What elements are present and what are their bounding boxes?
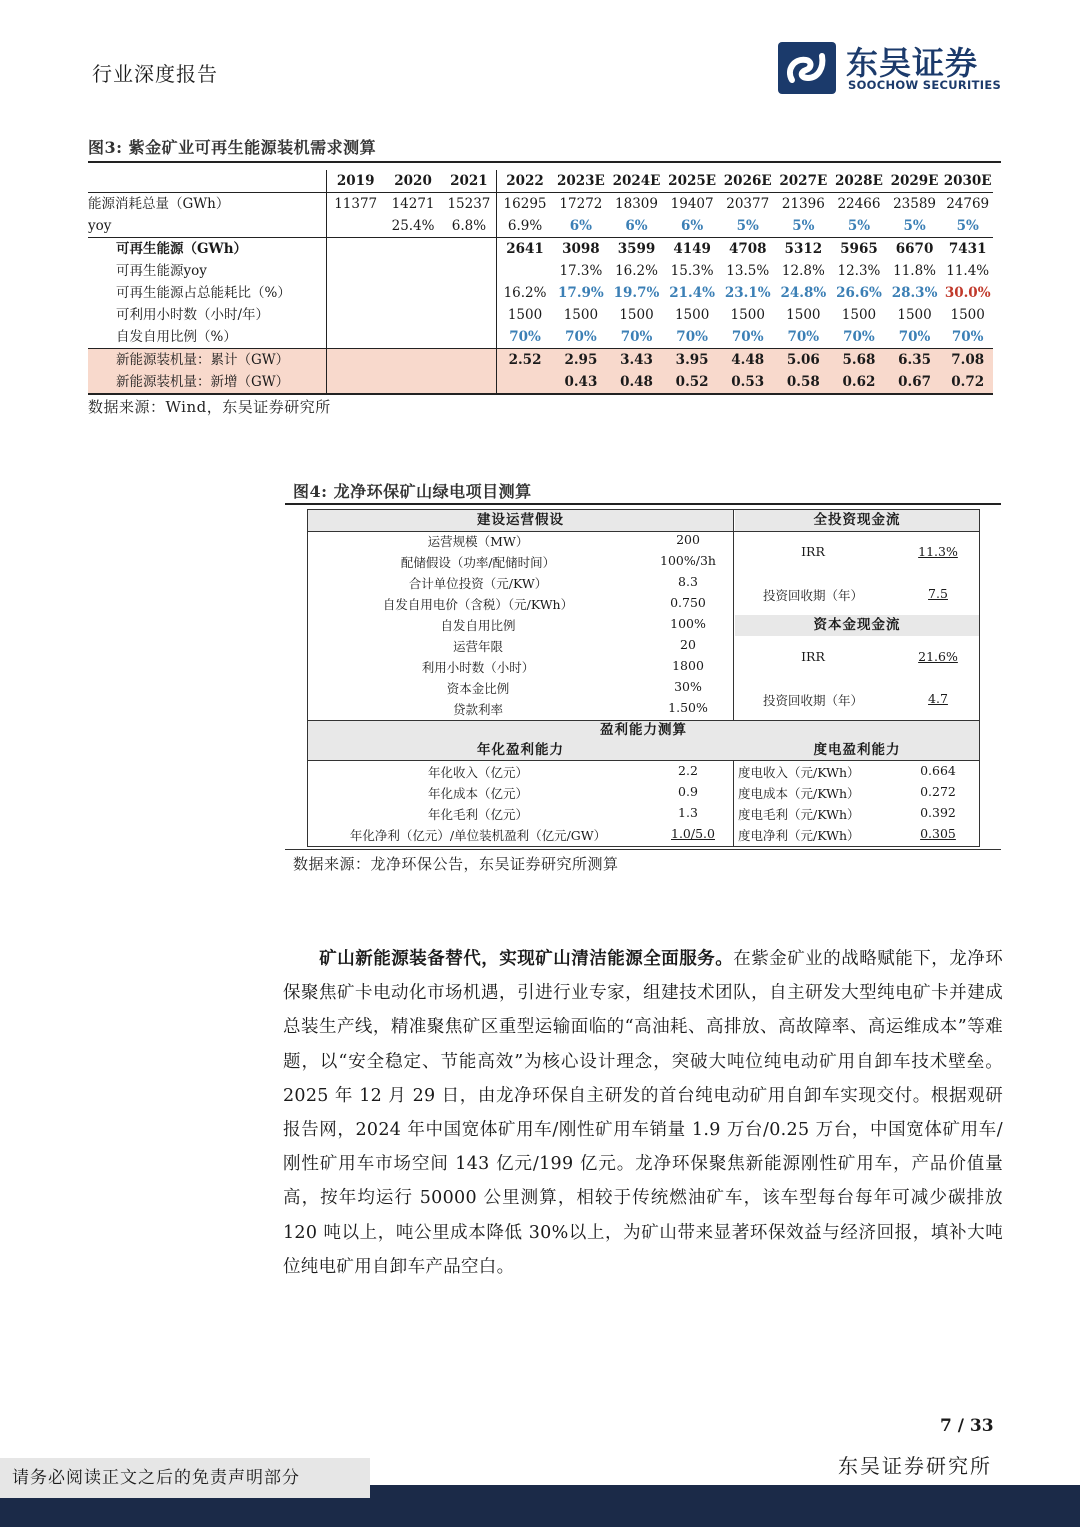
table-cell: 20377	[726, 196, 770, 212]
assumption-label: 运营规模（MW）	[427, 534, 529, 549]
annual-value: 1.3	[678, 805, 698, 820]
table-divider	[308, 760, 979, 761]
table-cell: 6670	[895, 241, 934, 257]
logo-chinese-name: 东吴证券	[846, 44, 979, 82]
table-cell: 6%	[553, 215, 609, 238]
table-cell: 5%	[720, 215, 776, 238]
kwh-label: 度电毛利（元/KWh）	[738, 807, 860, 822]
row-label: 能源消耗总量（GWh）	[88, 193, 327, 216]
figure4-source: 数据来源：龙净环保公告，东吴证券研究所测算	[293, 855, 619, 873]
corner-cell	[88, 170, 327, 193]
table-cell	[384, 349, 442, 372]
assumption-value: 30%	[674, 679, 702, 694]
annual-value: 0.9	[678, 784, 698, 799]
annual-value: 2.2	[678, 763, 698, 778]
table-cell: 3.43	[609, 349, 665, 372]
table-cell	[442, 282, 497, 304]
table-cell: 3599	[617, 241, 656, 257]
table-cell: 23.1%	[724, 285, 771, 301]
table-cell: 5%	[776, 215, 832, 238]
table-cell: 15237	[442, 193, 497, 216]
table-cell	[442, 238, 497, 261]
assumption-value: 100%	[670, 616, 706, 631]
table-cell: 5.68	[831, 349, 887, 372]
figure3-table	[88, 170, 993, 395]
table-row	[88, 326, 993, 349]
equity-payback-label: 投资回收期（年）	[762, 693, 863, 708]
table-cell	[384, 304, 442, 326]
page-number: 7 / 33	[940, 1416, 994, 1436]
figure3-source: 数据来源：Wind，东吴证券研究所	[88, 398, 331, 416]
table-divider	[308, 720, 979, 721]
column-header: 2028E	[831, 170, 887, 193]
kwh-label: 度电收入（元/KWh）	[738, 765, 860, 780]
column-header: 2020	[384, 170, 442, 193]
annual-value: 1.0/5.0	[671, 826, 715, 841]
figure4-bottom-rule	[285, 849, 1001, 850]
table-cell: 19.7%	[613, 285, 660, 301]
table-cell: 6.35	[887, 349, 943, 372]
table-cell: 23589	[893, 196, 937, 212]
table-cell: 11.8%	[893, 263, 936, 279]
table-cell	[384, 238, 442, 261]
table-cell: 15.3%	[670, 263, 714, 279]
table-cell: 19407	[670, 196, 714, 212]
table-cell: 4708	[728, 241, 767, 257]
row-label: 可再生能源占总能耗比（%）	[88, 282, 327, 304]
annual-label: 年化净利（亿元）/单位装机盈利（亿元/GW）	[349, 828, 607, 843]
table-cell: 7431	[948, 241, 987, 257]
table-header-row	[88, 170, 993, 193]
table-cell: 5%	[887, 215, 943, 238]
table-cell	[442, 349, 497, 372]
table-cell	[442, 326, 497, 349]
row-label: 新能源装机量：新增（GW）	[88, 371, 327, 394]
figure3-top-rule	[88, 161, 1001, 163]
full-investment-header: 全投资现金流	[735, 510, 979, 531]
table-cell: 21.4%	[669, 285, 715, 301]
full-payback-value: 7.5	[928, 586, 948, 601]
table-cell	[327, 371, 385, 394]
table-row	[88, 260, 993, 282]
table-cell: 1500	[507, 307, 543, 323]
table-cell: 0.52	[664, 371, 720, 394]
table-cell: 70%	[720, 326, 776, 349]
table-cell: 28.3%	[891, 285, 938, 301]
row-label: 可再生能源（GWh）	[88, 238, 327, 261]
column-header: 2019	[327, 170, 385, 193]
table-cell: 17272	[559, 196, 603, 212]
table-cell: 4.48	[720, 349, 776, 372]
table-cell: 30.0%	[944, 285, 991, 301]
table-cell: 70%	[553, 326, 609, 349]
annual-label: 年化毛利（亿元）	[427, 807, 528, 822]
table-cell: 11377	[334, 196, 378, 212]
equity-irr-value: 21.6%	[918, 649, 958, 664]
equity-payback-value: 4.7	[928, 691, 948, 706]
kwh-label: 度电成本（元/KWh）	[738, 786, 860, 801]
figure4-table	[307, 509, 980, 847]
table-cell: 0.48	[609, 371, 665, 394]
table-cell: 16.2%	[615, 263, 658, 279]
kwh-value: 0.272	[920, 784, 956, 799]
table-cell: 11.4%	[946, 263, 990, 279]
row-label: yoy	[88, 215, 327, 238]
column-header: 2024E	[609, 170, 665, 193]
table-cell	[384, 260, 442, 282]
assumption-label: 利用小时数（小时）	[421, 660, 535, 675]
paragraph-lead: 矿山新能源装备替代，实现矿山清洁能源全面服务。	[319, 949, 734, 969]
table-cell: 70%	[496, 326, 553, 349]
table-cell: 70%	[609, 326, 665, 349]
table-row	[88, 304, 993, 326]
table-cell: 0.62	[831, 371, 887, 394]
figure4-title: 图4: 龙净环保矿山绿电项目测算	[293, 482, 532, 501]
table-cell: 4149	[673, 241, 711, 257]
row-label: 可利用小时数（小时/年）	[88, 304, 327, 326]
assumption-value: 8.3	[678, 574, 698, 589]
column-header: 2030E	[942, 170, 993, 193]
table-row	[88, 215, 993, 238]
table-cell	[442, 304, 497, 326]
column-header: 2021	[442, 170, 497, 193]
table-cell: 16.2%	[503, 285, 547, 301]
assumption-label: 自发自用电价（含税）（元/KWh）	[382, 597, 574, 612]
footer-brand: 东吴证券研究所	[838, 1454, 992, 1478]
table-cell: 0.53	[720, 371, 776, 394]
table-cell: 12.3%	[837, 263, 881, 279]
table-cell: 6%	[609, 215, 665, 238]
equity-header: 资本金现金流	[735, 615, 979, 636]
table-cell: 6%	[664, 215, 720, 238]
table-cell	[327, 326, 385, 349]
assumption-value: 1800	[672, 658, 704, 673]
column-header: 2029E	[887, 170, 943, 193]
table-cell	[442, 260, 497, 282]
kwh-header: 度电盈利能力	[813, 742, 901, 758]
table-cell: 70%	[887, 326, 943, 349]
table-cell: 1500	[674, 307, 710, 323]
table-cell: 5.06	[776, 349, 832, 372]
annual-label: 年化成本（亿元）	[427, 786, 528, 801]
table-cell: 1500	[730, 307, 765, 323]
table-cell: 6.8%	[442, 215, 497, 238]
assumption-label: 合计单位投资（元/KW）	[408, 576, 548, 591]
table-cell: 5%	[831, 215, 887, 238]
table-cell: 1500	[563, 307, 599, 323]
table-cell: 25.4%	[384, 215, 442, 238]
table-cell: 0.58	[776, 371, 832, 394]
table-cell: 0.72	[942, 371, 993, 394]
assumptions-header: 建设运营假设	[308, 510, 733, 531]
table-cell: 1500	[950, 307, 985, 323]
table-cell	[327, 238, 385, 261]
table-cell: 14271	[391, 196, 435, 212]
table-divider	[733, 510, 734, 720]
table-cell: 22466	[837, 196, 881, 212]
table-cell: 2641	[506, 241, 544, 257]
assumption-value: 20	[680, 637, 696, 652]
annual-label: 年化收入（亿元）	[427, 765, 528, 780]
table-cell	[327, 215, 385, 238]
assumption-label: 运营年限	[452, 639, 503, 654]
disclaimer-note: 请务必阅读正文之后的免责声明部分	[0, 1458, 370, 1498]
table-cell: 3.95	[664, 349, 720, 372]
column-header: 2026E	[720, 170, 776, 193]
assumption-label: 贷款利率	[452, 702, 503, 717]
table-cell: 6.9%	[496, 215, 553, 238]
table-row	[88, 349, 993, 372]
table-divider	[733, 760, 734, 846]
kwh-value: 0.392	[920, 805, 956, 820]
column-header: 2022	[496, 170, 553, 193]
paragraph-body: 在紫金矿业的战略赋能下，龙净环保聚焦矿卡电动化市场机遇，引进行业专家，组建技术团队，自主研发大型纯电矿卡并建成总装生产线，精准聚焦矿区重型运输面临的“高油耗、高排放、高故障率、高运维成本”等难题，以“安全稳定、节能高效”为核心设计理念，突破大吨位纯电动矿用自卸车技术壁垒。2025 年 12 月 29 日，由龙净环保自主研发的首台纯电动矿用自卸车实现交付。根据观研报告网，2024 年中国宽体矿用车/刚性矿用车销量 1.9 万台/0.25 万台，中国宽体矿用车/刚性矿用车市场空间 143 亿元/199 亿元。龙净环保聚焦新能源刚性矿用车，产品价值量高，按年均运行 50000 公里测算，相较于传统燃油矿车，该车型每台每年可减少碳排放 120 吨以上，吨公里成本降低 30%以上，为矿山带来显著环保效益与经济回报，填补大吨位纯电矿用自卸车产品空白。	[283, 949, 1003, 1277]
row-label: 可再生能源yoy	[88, 260, 327, 282]
table-cell: 70%	[831, 326, 887, 349]
soochow-logo	[778, 40, 1008, 96]
column-header: 2027E	[776, 170, 832, 193]
annual-header: 年化盈利能力	[477, 742, 564, 758]
full-irr-label: IRR	[801, 544, 825, 559]
table-cell: 18309	[615, 196, 658, 212]
table-cell: 1500	[619, 307, 654, 323]
body-paragraph	[283, 942, 1003, 1284]
table-cell: 13.5%	[726, 263, 770, 279]
soochow-logo-icon	[778, 40, 838, 96]
table-cell	[327, 304, 385, 326]
table-cell: 70%	[776, 326, 832, 349]
assumption-label: 资本金比例	[446, 681, 510, 696]
table-cell	[327, 260, 385, 282]
report-type-label: 行业深度报告	[92, 62, 218, 86]
logo-english-name: SOOCHOW SECURITIES	[848, 78, 1002, 92]
table-cell: 12.8%	[781, 263, 825, 279]
table-cell: 7.08	[942, 349, 993, 372]
table-cell: 70%	[942, 326, 993, 349]
assumption-value: 0.750	[670, 595, 706, 610]
table-cell: 24769	[946, 196, 990, 212]
row-label: 新能源装机量：累计（GW）	[88, 349, 327, 372]
table-cell	[496, 371, 553, 394]
table-cell	[384, 282, 442, 304]
profit-header: 盈利能力测算	[600, 722, 687, 738]
figure4-top-rule	[285, 503, 1001, 505]
kwh-label: 度电净利（元/KWh）	[738, 828, 860, 843]
table-cell: 3098	[562, 241, 600, 257]
equity-irr-label: IRR	[801, 649, 825, 664]
table-cell: 17.3%	[559, 263, 603, 279]
table-cell: 26.6%	[836, 285, 882, 301]
table-cell	[327, 349, 385, 372]
table-cell: 17.9%	[558, 285, 604, 301]
assumption-value: 200	[676, 532, 700, 547]
assumption-label: 配储假设（功率/配储时间）	[400, 555, 556, 570]
profit-header-block	[308, 720, 979, 760]
table-cell: 2.52	[496, 349, 553, 372]
column-header: 2023E	[553, 170, 609, 193]
table-cell	[327, 282, 385, 304]
table-cell	[496, 260, 553, 282]
table-cell: 0.43	[553, 371, 609, 394]
table-row	[88, 282, 993, 304]
row-label: 自发自用比例（%）	[88, 326, 327, 349]
table-cell: 70%	[664, 326, 720, 349]
table-cell: 24.8%	[780, 285, 827, 301]
kwh-value: 0.664	[920, 763, 956, 778]
table-cell: 1500	[786, 307, 821, 323]
table-cell: 1500	[841, 307, 877, 323]
table-cell	[384, 371, 442, 394]
table-cell: 0.67	[887, 371, 943, 394]
table-cell: 21396	[781, 196, 825, 212]
assumption-label: 自发自用比例	[440, 618, 516, 633]
assumption-value: 100%/3h	[660, 553, 716, 568]
column-header: 2025E	[664, 170, 720, 193]
table-cell: 1500	[897, 307, 932, 323]
assumption-value: 1.50%	[668, 700, 708, 715]
table-cell	[442, 371, 497, 394]
table-cell: 5312	[784, 241, 823, 257]
figure3-title: 图3: 紫金矿业可再生能源装机需求测算	[88, 138, 377, 157]
table-row	[88, 238, 993, 261]
full-irr-value: 11.3%	[918, 544, 958, 559]
table-cell: 2.95	[553, 349, 609, 372]
table-cell: 5965	[840, 241, 878, 257]
table-cell: 16295	[503, 196, 547, 212]
table-row	[88, 193, 993, 216]
kwh-value: 0.305	[920, 826, 956, 841]
table-cell	[384, 326, 442, 349]
full-payback-label: 投资回收期（年）	[762, 588, 863, 603]
table-cell: 5%	[942, 215, 993, 238]
table-row	[88, 371, 993, 394]
